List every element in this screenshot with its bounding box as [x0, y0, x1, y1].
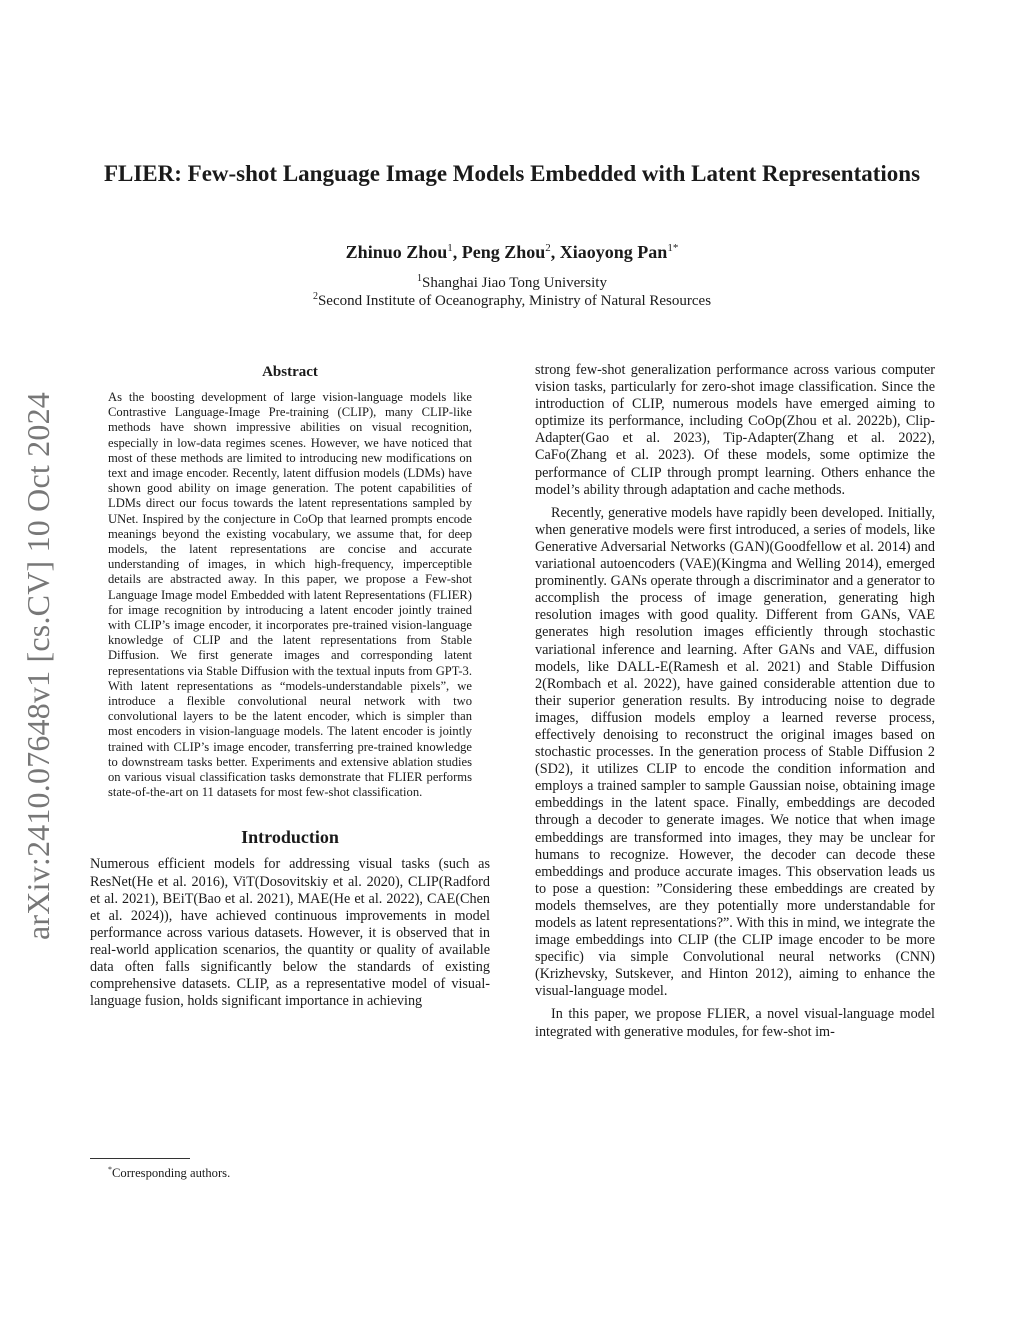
author-list: Zhinuo Zhou$^1$, Peng Zhou$^2$, Xiaoyong Pan$^{1*}$: [345, 242, 679, 262]
author-affil-marker: 1: [447, 242, 453, 254]
affiliation-marker: 2: [312, 291, 318, 302]
affiliation-2: [90, 288, 934, 310]
abstract-text: As the boosting development of large vision-language models like Contrastive Language-Image Pre-training (CLIP), many CLIP-like methods have shown impressive abilities on visual recognition, especially in low-data regimes scenes. However, we have noticed that most of these methods are limited to introducing new modifications on text and image encoder. Recently, latent diffusion models (LDMs) have shown good ability on image generation. The potent capabilities of LDMs direct our focus towards the latent representations sampled by UNet. Inspired by the conjecture in CoOp that learned prompts encode meanings beyond the existing vocabulary, we assume that, for deep models, the latent representations are concise and accurate understanding of images, in which high-frequency, imperceptible details are abstracted away. In this paper, we propose a Few-shot Language Image model Embedded with latent Representations (FLIER) for image recognition by introducing a latent encoder jointly trained with CLIP’s image encoder, it incorporates pre-trained vision-language knowledge of CLIP and the latent representations from Stable Diffusion. We first generate images and corresponding latent representations via Stable Diffusion with the textual inputs from GPT-3. With latent representations as “models-understandable pixels”, we introduce a flexible convolutional neural network with two convolutional layers to be the latent encoder, which is simpler than most encoders in vision-language models. The latent encoder is jointly trained with CLIP’s image encoder, transferring pre-trained knowledge to downstream tasks better. Experiments and extensive ablation studies on various visual classification tasks demonstrate that FLIER performs state-of-the-art on 11 datasets for most few-shot classification.: [108, 390, 472, 800]
author-name: Xiaoyong Pan: [559, 242, 668, 262]
footnote: [108, 1162, 230, 1181]
right-column: [535, 362, 935, 1041]
author-affil-marker: 2: [545, 242, 551, 254]
footnote-divider: [90, 1158, 190, 1159]
introduction-paragraph: Numerous efficient models for addressing visual tasks (such as ResNet(He et al. 2016), ViT(Dosovitskiy et al. 2020), CLIP(Radford et al. 2021), BEiT(Bao et al. 2021), MAE(He et al. 2022), CAE(Chen et al. 2024)), have achieved continuous improvements in model performance across various datasets. However, it is observed that in real-world application scenarios, the quantity or quality of available data often falls significantly below the standards of existing comprehensive datasets. CLIP, as a representative model of visual-language fusion, holds significant importance in achieving: [90, 856, 490, 1010]
introduction-paragraph: Recently, generative models have rapidly been developed. Initially, when generative models were first introduced, a series of models, like Generative Adversarial Networks (GAN)(Goodfellow et al. 2014) and variational autoencoders (VAE)(Kingma and Welling 2014), emerged prominently. GANs operate through a discriminator and a generator to accomplish the process of image generation, generating high resolution images with good quality. Different from GANs, VAE generates high resolution images efficiently through stochastic variational inference and learning. After GANs and VAE, diffusion models, like DALL-E(Ramesh et al. 2021) and Stable Diffusion 2(Rombach et al. 2022), have gained considerable attention due to their superior generation results. By introducing noise to degrade images, diffusion models employ a learned reverse process, effectively denoising to reconstruct the original images based on stochastic processes. In the generation process of Stable Diffusion 2 (SD2), it utilizes CLIP to encode the condition information and employs a trained sampler to sample Gaussian noise, obtaining image embeddings in the latent space. Finally, embeddings are decoded through a decoder to generate images. We notice that when image embeddings are transformed into images, they may be unclear for humans to recognize. However, the decoder can decode these embeddings and produce accurate images. This observation leads us to pose a question: ”Considering these embeddings are created by models themselves, are they potentially more understandable for models as latent representations?”. With this in mind, we integrate the image embeddings into CLIP (the CLIP image encoder to be more specific) via simple Convolutional neural networks (CNN)(Krizhevsky, Sutskever, and Hinton 2012), aiming to enhance the visual-language model.: [535, 504, 935, 1000]
paper-title: FLIER: Few-shot Language Image Models Embedded with Latent Representations: [103, 161, 921, 186]
introduction-paragraph: In this paper, we propose FLIER, a novel visual-language model integrated with generative modules, for few-shot im-: [535, 1006, 935, 1040]
introduction-heading: Introduction: [241, 827, 339, 848]
author-name: Peng Zhou: [461, 242, 546, 262]
abstract-heading: Abstract: [262, 364, 318, 380]
affiliation-text: Shanghai Jiao Tong University: [422, 275, 607, 291]
affiliation-text: Second Institute of Oceanography, Ministry of Natural Resources: [317, 293, 712, 309]
author-name: Zhinuo Zhou: [345, 242, 448, 262]
affiliation-marker: 1: [417, 273, 423, 284]
arxiv-identifier: arXiv:2410.07648v1 [cs.CV] 10 Oct 2024: [20, 392, 56, 940]
author-affil-marker: 1*: [667, 242, 679, 254]
introduction-paragraph-continued: strong few-shot generalization performance across various computer vision tasks, particularly for zero-shot image classification. Since the introduction of CLIP, numerous models have emerged aiming to optimize its performance, including CoOp(Zhou et al. 2022b), Clip-Adapter(Gao et al. 2023), Tip-Adapter(Zhang et al. 2022), CaFo(Zhang et al. 2023). Of these models, some optimize the performance of CLIP through prompt learning. Others enhance the model’s ability through adaptation and cache methods.: [535, 362, 935, 498]
left-column: [90, 362, 490, 1010]
footnote-marker: *: [108, 1165, 112, 1174]
footnote-text: Corresponding authors.: [112, 1166, 231, 1181]
